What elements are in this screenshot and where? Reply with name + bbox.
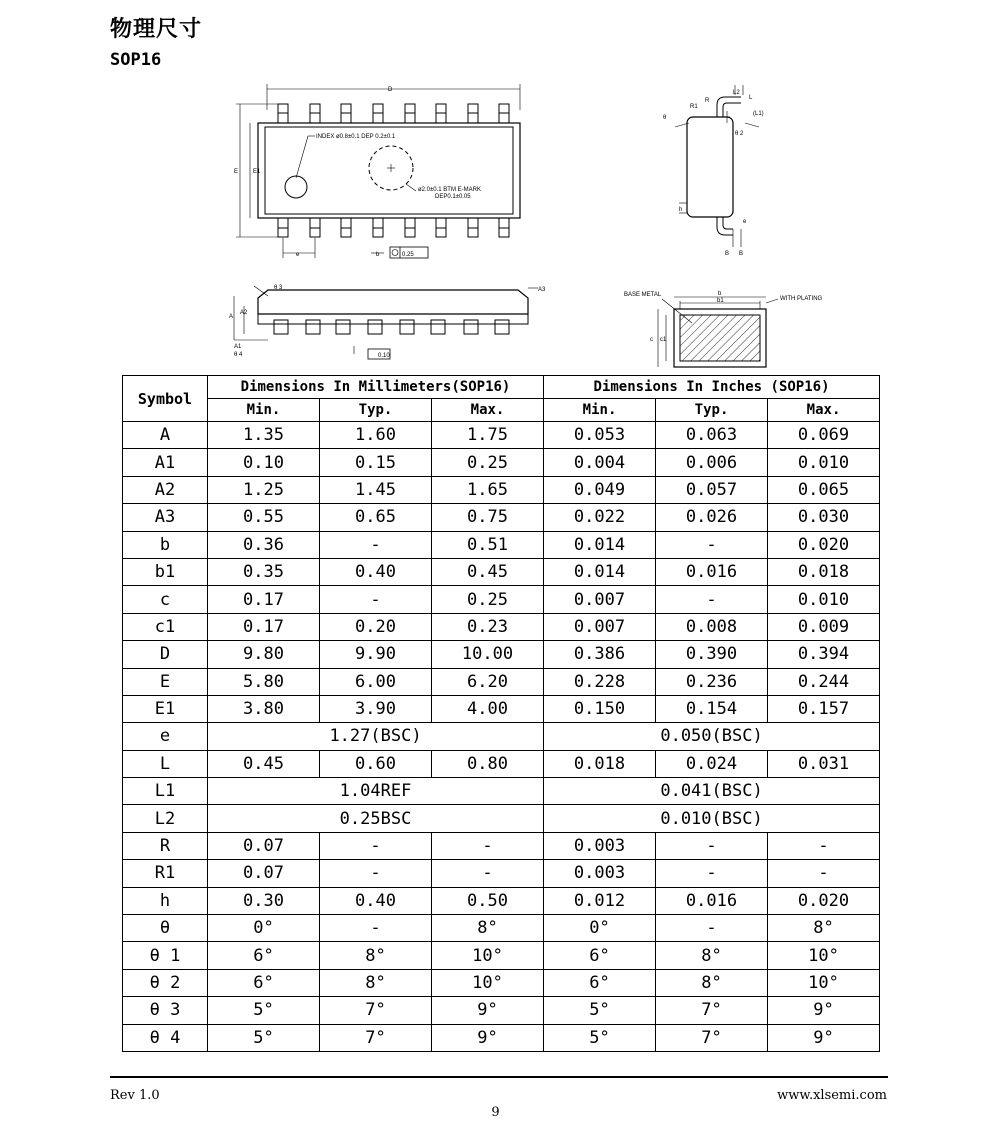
in-min-cell: 0.003 [544,860,656,887]
in-max-cell: 0.157 [768,695,880,722]
mm-max-cell: 0.23 [432,613,544,640]
mm-min-cell: 1.25 [208,476,320,503]
table-row [123,832,880,859]
table-row [123,997,880,1024]
in-min-cell: 0.007 [544,613,656,640]
in-max-cell: - [768,832,880,859]
mm-typ-cell: 1.45 [320,476,432,503]
in-max-cell: 0.020 [768,887,880,914]
in-max-cell: 0.020 [768,531,880,558]
symbol-cell: E [123,668,208,695]
side-L1-label: (L1) [753,111,764,117]
mm-min-cell: 1.35 [208,422,320,449]
mm-min-cell: 9.80 [208,641,320,668]
front-theta3-label: θ 3 [274,285,283,291]
mm-min-cell: 5° [208,997,320,1024]
mm-typ-cell: 0.40 [320,887,432,914]
in-min-cell: 0.022 [544,504,656,531]
mm-max-cell: 0.50 [432,887,544,914]
mm-max-cell: 1.75 [432,422,544,449]
mm-typ-cell: - [320,531,432,558]
in-typ-cell: 0.016 [656,887,768,914]
in-min-cell: 0.014 [544,558,656,585]
section-b1-label: b1 [717,298,724,304]
mm-max-cell: - [432,860,544,887]
in-typ-cell: 8° [656,942,768,969]
inch-header: Dimensions In Inches (SOP16) [544,376,880,399]
mm-max-cell: 0.80 [432,750,544,777]
table-row [123,750,880,777]
table-row [123,778,880,805]
in-max-cell: 0.244 [768,668,880,695]
package-name: SOP16 [110,50,162,70]
dimension-table-body [123,422,880,1052]
in-min-cell: 6° [544,942,656,969]
mm-typ-header: Typ. [320,399,432,422]
section-view-drawing [622,285,842,370]
in-max-cell: 8° [768,915,880,942]
table-row [123,558,880,585]
symbol-cell: L [123,750,208,777]
mm-typ-cell: 0.60 [320,750,432,777]
front-pins [274,320,509,334]
front-A-label: A [229,314,234,320]
in-min-cell: 0.228 [544,668,656,695]
in-max-cell: 0.009 [768,613,880,640]
in-min-cell: 0.012 [544,887,656,914]
mm-max-cell: 0.25 [432,449,544,476]
in-typ-cell: 0.236 [656,668,768,695]
in-min-header: Min. [544,399,656,422]
table-row [123,942,880,969]
mm-max-cell: 0.45 [432,558,544,585]
mm-max-header: Max. [432,399,544,422]
in-merged-cell: 0.010(BSC) [544,805,880,832]
mm-typ-cell: 8° [320,942,432,969]
table-row [123,422,880,449]
dim-b-label: b [376,252,380,258]
front-A2-label: A2 [240,310,248,316]
in-max-cell: 0.010 [768,449,880,476]
in-max-cell: 0.065 [768,476,880,503]
in-typ-cell: 0.008 [656,613,768,640]
in-max-cell: 0.394 [768,641,880,668]
mm-min-cell: 0.07 [208,832,320,859]
symbol-cell: L1 [123,778,208,805]
in-typ-cell: 8° [656,969,768,996]
mm-min-cell: 0.17 [208,586,320,613]
section-base-metal-label: BASE METAL [624,292,662,298]
mm-typ-cell: 1.60 [320,422,432,449]
side-L-label: L [749,95,753,101]
front-flatness-label: 0.10 [378,353,390,359]
mm-typ-cell: - [320,832,432,859]
mm-typ-cell: - [320,915,432,942]
table-row [123,613,880,640]
top-pins [278,104,509,123]
page-number: 9 [491,1105,500,1120]
mm-min-cell: 0° [208,915,320,942]
section-c-label: c [650,337,653,343]
in-min-cell: 0.053 [544,422,656,449]
mm-min-cell: 6° [208,969,320,996]
mm-min-cell: 0.30 [208,887,320,914]
table-row [123,887,880,914]
mm-max-cell: 10° [432,942,544,969]
mm-min-cell: 0.36 [208,531,320,558]
mm-typ-cell: 7° [320,997,432,1024]
table-row [123,860,880,887]
in-min-cell: 0.014 [544,531,656,558]
mm-min-cell: 5° [208,1024,320,1051]
mm-merged-cell: 0.25BSC [208,805,544,832]
side-view-drawing [655,85,775,260]
front-view-drawing [228,280,558,364]
mm-max-cell: 4.00 [432,695,544,722]
mm-typ-cell: 0.65 [320,504,432,531]
mm-header: Dimensions In Millimeters(SOP16) [208,376,544,399]
symbol-cell: θ 3 [123,997,208,1024]
mm-max-cell: 1.65 [432,476,544,503]
mm-typ-cell: 7° [320,1024,432,1051]
in-min-cell: 0.003 [544,832,656,859]
side-h-label: h [679,207,683,213]
table-row [123,531,880,558]
symbol-cell: θ 2 [123,969,208,996]
in-typ-cell: 0.026 [656,504,768,531]
mm-merged-cell: 1.27(BSC) [208,723,544,750]
in-typ-cell: - [656,531,768,558]
in-typ-cell: - [656,586,768,613]
table-row [123,641,880,668]
section-c1-label: c1 [660,337,667,343]
symbol-cell: c1 [123,613,208,640]
in-min-cell: 0.018 [544,750,656,777]
mm-typ-cell: 0.15 [320,449,432,476]
mm-max-cell: 9° [432,997,544,1024]
in-max-cell: 10° [768,969,880,996]
mm-typ-cell: 0.40 [320,558,432,585]
table-row [123,449,880,476]
symbol-cell: D [123,641,208,668]
symbol-cell: θ 1 [123,942,208,969]
symbol-cell: R [123,832,208,859]
mm-min-cell: 0.45 [208,750,320,777]
table-row [123,695,880,722]
side-B-label-1: B [725,251,730,257]
mm-max-cell: 10° [432,969,544,996]
side-theta-label: θ [663,115,667,121]
bottom-pins [278,218,509,237]
table-row [123,915,880,942]
mm-typ-cell: - [320,860,432,887]
section-with-plating-label: WITH PLATING [780,296,823,302]
symbol-cell: e [123,723,208,750]
table-row [123,476,880,503]
in-merged-cell: 0.041(BSC) [544,778,880,805]
in-min-cell: 0.386 [544,641,656,668]
in-min-cell: 0.004 [544,449,656,476]
tolerance-label: 0.25 [402,252,414,258]
in-min-cell: 0° [544,915,656,942]
in-min-cell: 5° [544,997,656,1024]
mm-typ-cell: 6.00 [320,668,432,695]
in-max-cell: 0.031 [768,750,880,777]
table-row [123,1024,880,1051]
in-max-cell: 9° [768,1024,880,1051]
in-typ-cell: 0.154 [656,695,768,722]
symbol-header: Symbol [123,376,208,422]
top-view-drawing [230,80,530,265]
footer-divider [110,1076,888,1078]
mm-max-cell: - [432,832,544,859]
in-max-cell: 10° [768,942,880,969]
mm-max-cell: 6.20 [432,668,544,695]
symbol-cell: θ [123,915,208,942]
mm-min-cell: 0.17 [208,613,320,640]
symbol-cell: A3 [123,504,208,531]
symbol-cell: h [123,887,208,914]
mm-max-cell: 0.75 [432,504,544,531]
mm-typ-cell: 3.90 [320,695,432,722]
front-A1-label: A1 [234,344,242,350]
mm-max-cell: 0.51 [432,531,544,558]
in-typ-cell: 0.024 [656,750,768,777]
in-typ-cell: 0.063 [656,422,768,449]
emark-note-1: ø2.0±0.1 BTM E-MARK [418,187,481,193]
mm-merged-cell: 1.04REF [208,778,544,805]
symbol-cell: b [123,531,208,558]
in-typ-cell: - [656,832,768,859]
symbol-cell: A [123,422,208,449]
mm-max-cell: 9° [432,1024,544,1051]
in-max-cell: 0.018 [768,558,880,585]
in-typ-cell: 0.006 [656,449,768,476]
symbol-cell: L2 [123,805,208,832]
in-max-header: Max. [768,399,880,422]
dim-D-label: D [388,87,393,93]
side-e-label: e [743,219,747,225]
dim-e-label: e [296,252,300,258]
mm-min-cell: 0.35 [208,558,320,585]
section-b-label: b [718,291,722,297]
symbol-cell: A2 [123,476,208,503]
symbol-cell: b1 [123,558,208,585]
side-theta2-label: θ 2 [735,131,744,137]
side-R1-label: R1 [690,104,698,110]
dimension-table [122,375,880,1052]
mm-typ-cell: 8° [320,969,432,996]
in-max-cell: 0.030 [768,504,880,531]
symbol-cell: θ 4 [123,1024,208,1051]
table-row [123,504,880,531]
in-typ-cell: 7° [656,997,768,1024]
symbol-cell: A1 [123,449,208,476]
side-R-label: R [705,98,710,104]
in-typ-cell: 0.390 [656,641,768,668]
in-merged-cell: 0.050(BSC) [544,723,880,750]
mm-typ-cell: - [320,586,432,613]
website-label: www.xlsemi.com [777,1088,887,1103]
in-min-cell: 6° [544,969,656,996]
symbol-cell: R1 [123,860,208,887]
in-min-cell: 5° [544,1024,656,1051]
revision-label: Rev 1.0 [110,1088,160,1103]
mm-max-cell: 0.25 [432,586,544,613]
mm-min-cell: 0.07 [208,860,320,887]
index-note: INDEX ø0.8±0.1 DEP 0.2±0.1 [316,134,396,140]
in-typ-cell: - [656,860,768,887]
mm-min-cell: 6° [208,942,320,969]
table-row [123,969,880,996]
in-typ-cell: 0.016 [656,558,768,585]
mm-min-cell: 5.80 [208,668,320,695]
dim-E1-label: E1 [253,169,261,175]
table-row [123,805,880,832]
in-min-cell: 0.007 [544,586,656,613]
in-typ-cell: - [656,915,768,942]
in-max-cell: 0.010 [768,586,880,613]
mm-min-cell: 3.80 [208,695,320,722]
in-min-cell: 0.049 [544,476,656,503]
in-max-cell: - [768,860,880,887]
mm-min-cell: 0.10 [208,449,320,476]
side-B-label-2: B [739,251,744,257]
side-L2-label: L2 [733,90,740,96]
emark-note-2: DEP0.1±0.05 [435,194,471,200]
page-title: 物理尺寸 [110,16,203,42]
mm-min-header: Min. [208,399,320,422]
symbol-cell: c [123,586,208,613]
mm-typ-cell: 9.90 [320,641,432,668]
table-row [123,586,880,613]
table-row [123,668,880,695]
in-typ-header: Typ. [656,399,768,422]
mm-max-cell: 10.00 [432,641,544,668]
mm-typ-cell: 0.20 [320,613,432,640]
front-A3-label: A3 [538,287,546,293]
in-max-cell: 9° [768,997,880,1024]
table-row [123,723,880,750]
in-min-cell: 0.150 [544,695,656,722]
dim-E-label: E [234,169,239,175]
in-typ-cell: 0.057 [656,476,768,503]
symbol-cell: E1 [123,695,208,722]
mm-min-cell: 0.55 [208,504,320,531]
front-theta4-label: θ 4 [234,352,243,358]
in-typ-cell: 7° [656,1024,768,1051]
in-max-cell: 0.069 [768,422,880,449]
mm-max-cell: 8° [432,915,544,942]
